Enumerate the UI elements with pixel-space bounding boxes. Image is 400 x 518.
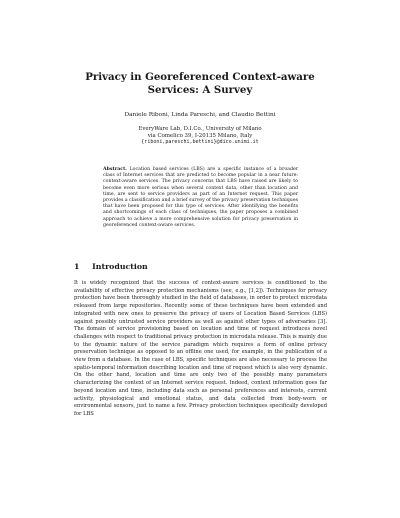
abstract-text: Location based services (LBS) are a specific instance of a broader class of Internet services that are predicted to become popular in a near future: context-aware services. The privacy concerns that LBS have raised are likely to become even more serious when several context data, other than location and time, are sent to service providers as part of an Internet request. This paper provides a classification and a brief survey of the privacy preservation techniques that have been proposed for this type of services. After identifying the benefits and shortcomings of each class of techniques, the paper proposes a combined approach to achieve a more comprehensive solution for privacy preservation in georeferenced context-aware services. [103, 167, 298, 228]
introduction-text: It is widely recognized that the success of context-aware services is conditioned to the availability of effective privacy protection mechanisms (see, e.g., [1,2]). Techniques for privacy protection have been thoroughly studied in the field of databases, in order to protect microdata released from large repositories. Recently some of these techniques have been extended and integrated with new ones to preserve the privacy of users of Location Based Services (LBS) against possibly untrusted service providers as well as against other types of adversaries [3]. The domain of service provisioning based on location and time of request introduces novel challenges with respect to traditional privacy protection in microdata release. This is mainly due to the dynamic nature of the service paradigm which requires a form of online privacy preservation technique as opposed to an offline one used, for example, in the publication of a view from a database. In the case of LBS, specific techniques are also necessary to process the spatio-temporal information describing location and time of request which is also very dynamic. On the other hand, location and time are only two of the possibly many parameters characterizing the context of an Internet service request. Indeed, context information goes far beyond location and time, including data such as personal preferences and interests, current activity, physiological and emotional status, and data collected from body-worn or environmental sensors, just to name a few. Privacy protection techniques specifically developed for LBS [74, 280, 327, 417]
author-email: {riboni,pareschi,bettini}@dico.unimi.it [141, 139, 259, 146]
paper-title [60, 71, 340, 97]
section-title: Introduction [92, 262, 148, 271]
affiliation-line-1: EveryWare Lab, D.I.Co., University of Milano [138, 126, 262, 132]
affiliation-line-2: via Comelico 39, I-20135 Milano, Italy [147, 132, 253, 139]
section-heading [74, 262, 334, 271]
section-number: 1 [74, 262, 80, 271]
title-line-2: Services: A Survey [147, 84, 253, 96]
abstract [103, 167, 298, 229]
author-list: Daniele Riboni, Linda Pareschi, and Claudio Bettini [124, 112, 276, 118]
affiliation-block [60, 126, 340, 146]
title-line-1: Privacy in Georeferenced Context-aware [85, 71, 315, 83]
abstract-label: Abstract. [103, 167, 127, 172]
